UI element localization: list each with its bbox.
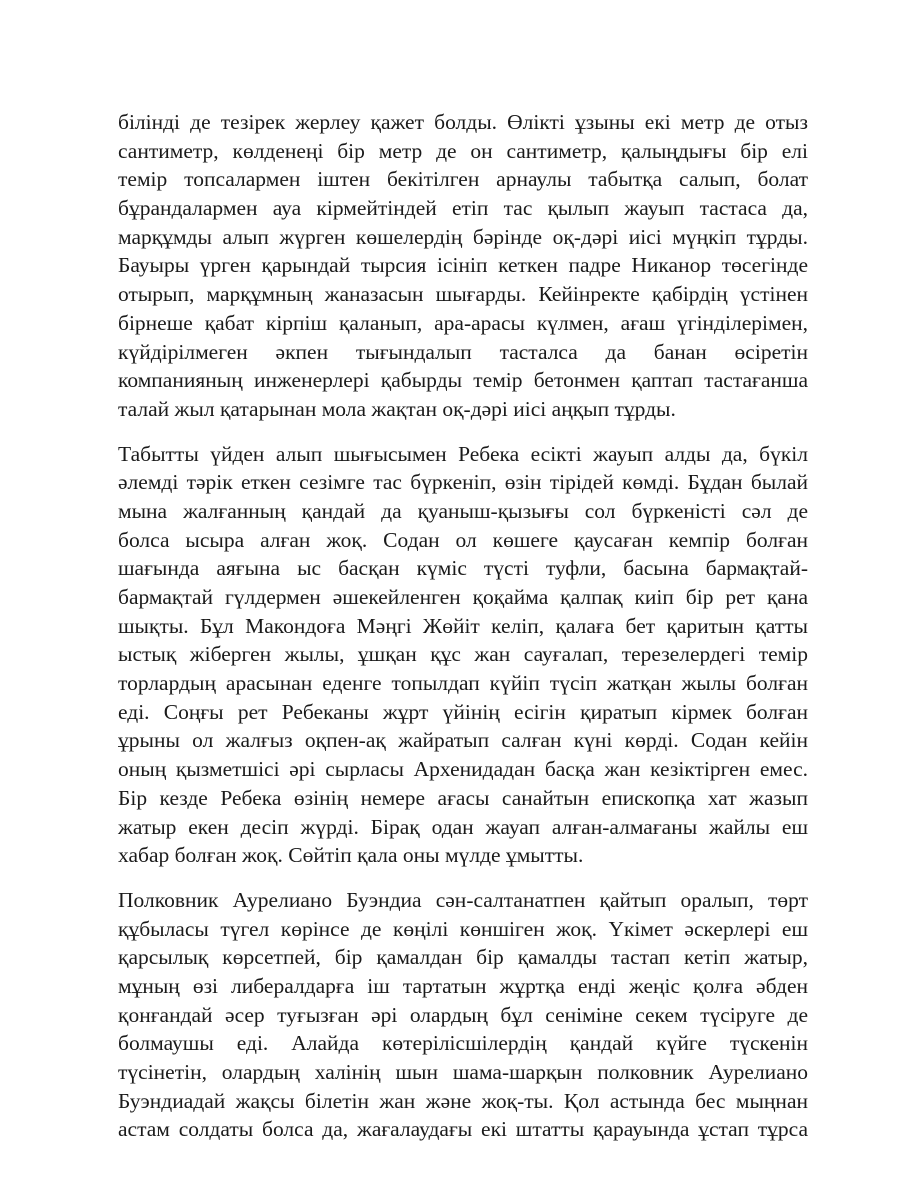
text-line: Табытты үйден алып шығысымен Ребека есікті жауып алды да, бүкіл xyxy=(118,441,808,466)
text-line: бармақтай гүлдермен әшекейленген қоқайма қалпақ киіп бір рет қана xyxy=(118,585,808,609)
text-line: білінді де тезірек жерлеу қажет болды. Өлікті ұзыны екі метр де отыз xyxy=(118,110,808,134)
text-line: мұның өзі либералдарға іш тартатын жұртқа енді жеңіс қолға әбден xyxy=(118,973,808,998)
text-line: болса ысыра алған жоқ. Содан ол көшеге қаусаған кемпір болған xyxy=(118,527,808,552)
paragraph-2 xyxy=(118,440,808,870)
text-line: күйдірілмеген әкпен тығындалып тасталса да банан өсіретін xyxy=(118,339,808,364)
text-line: Бір кезде Ребека өзінің немере ағасы санайтын епископқа хат жазып xyxy=(118,785,808,810)
text-line: Буэндиадай жақсы білетін жан және жоқ-ты. Қол астында бес мыңнан xyxy=(118,1088,808,1113)
text-line: еді. Соңғы рет Ребеканы жұрт үйінің есігін қиратып кірмек болған xyxy=(118,699,808,724)
text-line: компанияның инженерлері қабырды темір бетонмен қаптап тастағанша xyxy=(118,368,808,393)
text-line: хабар болған жоқ. Сөйтіп қала оны мүлде ұмытты. xyxy=(118,843,584,868)
text-line: Бауыры үрген қарындай тырсия ісініп кеткен падре Никанор төсегінде xyxy=(118,253,808,278)
text-line: торлардың арасынан еденге топылдап күйіп түсіп жатқан жылы болған xyxy=(118,671,808,696)
paragraph-1 xyxy=(118,108,808,424)
text-line: ұрыны ол жалғыз оқпен-ақ жайратып салған күні көрді. Содан кейін xyxy=(118,728,808,753)
text-line: бірнеше қабат кірпіш қаланып, ара-арасы күлмен, ағаш үгінділерімен, xyxy=(118,310,808,335)
text-line: Полковник Аурелиано Буэндиа сән-салтанатпен қайтып оралып, төрт xyxy=(118,887,808,912)
text-line: жатыр екен десіп жүрді. Бірақ одан жауап алған-алмағаны жайлы еш xyxy=(118,814,808,839)
paragraph-3 xyxy=(118,886,808,1144)
text-line: темір топсалармен іштен бекітілген арнаулы табытқа салып, болат xyxy=(118,167,808,192)
text-line: әлемді тәрік еткен сезімге тас бүркеніп, өзін тірідей көмді. Бұдан былай xyxy=(118,470,808,495)
text-line: болмаушы еді. Алайда көтерілісшілердің қандай күйге түскенін xyxy=(118,1031,808,1056)
text-line: сантиметр, көлденеңі бір метр де он сантиметр, қалыңдығы бір елі xyxy=(118,138,808,163)
text-line: шағында аяғына ыс басқан күміс түсті туфли, басына бармақтай- xyxy=(118,556,808,581)
text-line: мына жалғанның қандай да қуаныш-қызығы сол бүркеністі сәл де xyxy=(118,498,808,523)
text-line: түсінетін, олардың халінің шын шама-шарқын полковник Аурелиано xyxy=(118,1060,808,1084)
text-line: бұрандалармен ауа кірмейтіндей етіп тас қылып жауып тастаса да, xyxy=(118,196,808,221)
text-line: құбыласы түгел көрінсе де көңілі көншіген жоқ. Үкімет әскерлері еш xyxy=(118,916,808,941)
text-line: оның қызметшісі әрі сырласы Архенидадан басқа жан кезіктірген емес. xyxy=(118,757,808,782)
text-line: шықты. Бұл Макондоға Мәңгі Жөйіт келіп, қалаға бет қаритын қатты xyxy=(118,613,808,638)
text-line: талай жыл қатарынан мола жақтан оқ-дәрі иісі аңқып тұрды. xyxy=(118,396,676,421)
text-line: қарсылық көрсетпей, бір қамалдан бір қамалды тастап кетіп жатыр, xyxy=(118,945,808,970)
text-line: ыстық жіберген жылы, ұшқан құс жан сауғалап, терезелердегі темір xyxy=(118,642,808,667)
text-line: марқұмды алып жүрген көшелердің бәрінде оқ-дәрі иісі мүңкіп тұрды. xyxy=(118,224,808,249)
document-page xyxy=(118,108,808,1160)
text-line: қонғандай әсер туғызған әрі олардың бұл сеніміне секем түсіруге де xyxy=(118,1002,808,1027)
text-line: отырып, марқұмның жаназасын шығарды. Кейінректе қабірдің үстінен xyxy=(118,282,808,307)
text-line: астам солдаты болса да, жағалаудағы екі штатты қарауында ұстап тұрса xyxy=(118,1117,808,1142)
